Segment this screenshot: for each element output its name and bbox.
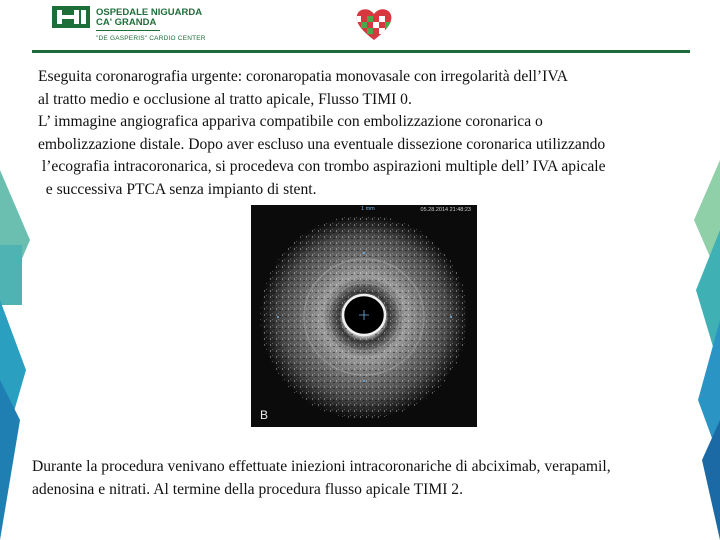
logo-title-line2: CA' GRANDA: [96, 17, 157, 28]
logo-title: [96, 8, 202, 28]
paragraph1-line: e successiva PTCA senza impianto di stent.: [38, 180, 317, 198]
paragraph1-line: al tratto medio e occlusione al tratto apicale, Flusso TIMI 0.: [38, 90, 412, 108]
decorative-left-shape-4: [0, 380, 20, 540]
logo-subtitle: "DE GASPERIS" CARDIO CENTER: [96, 35, 206, 42]
paragraph2-line: Durante la procedura venivano effettuate iniezioni intracoronariche di abciximab, verapamil,: [32, 458, 611, 475]
niguarda-logo-icon: [52, 6, 90, 28]
paragraph2-line: adenosina e nitrati. Al termine della procedura flusso apicale TIMI 2.: [32, 480, 463, 498]
paragraph1-line: Eseguita coronarografia urgente: coronaropatia monovasale con irregolarità dell’IVA: [38, 68, 568, 85]
ivus-image: [251, 205, 477, 427]
ivus-panel-label: B: [260, 408, 269, 422]
paragraph1-line: embolizzazione distale. Dopo aver escluso una eventuale dissezione coronarica utilizzando: [38, 135, 606, 153]
paragraph1-line: L’ immagine angiografica appariva compatibile con embolizzazione coronarica o: [38, 113, 543, 130]
hospital-logo: [52, 6, 222, 46]
checkered-heart-icon: [355, 6, 393, 42]
paragraph-procedure: [38, 66, 703, 201]
paragraph-outcome: [32, 456, 712, 501]
paragraph1-line: l’ecografia intracoronarica, si procedeva con trombo aspirazioni multiple dell’ IVA apicale: [38, 158, 606, 175]
ivus-scale-label: 1 mm: [361, 206, 375, 212]
header-divider: [32, 50, 690, 53]
ivus-timestamp: 05.28.2014 21:48:23: [420, 207, 471, 213]
logo-divider: [96, 30, 160, 31]
decorative-left-shape-2: [0, 245, 22, 305]
logo-title-line1: OSPEDALE NIGUARDA: [96, 7, 203, 18]
ivus-cross-section-graphic: [251, 205, 477, 427]
